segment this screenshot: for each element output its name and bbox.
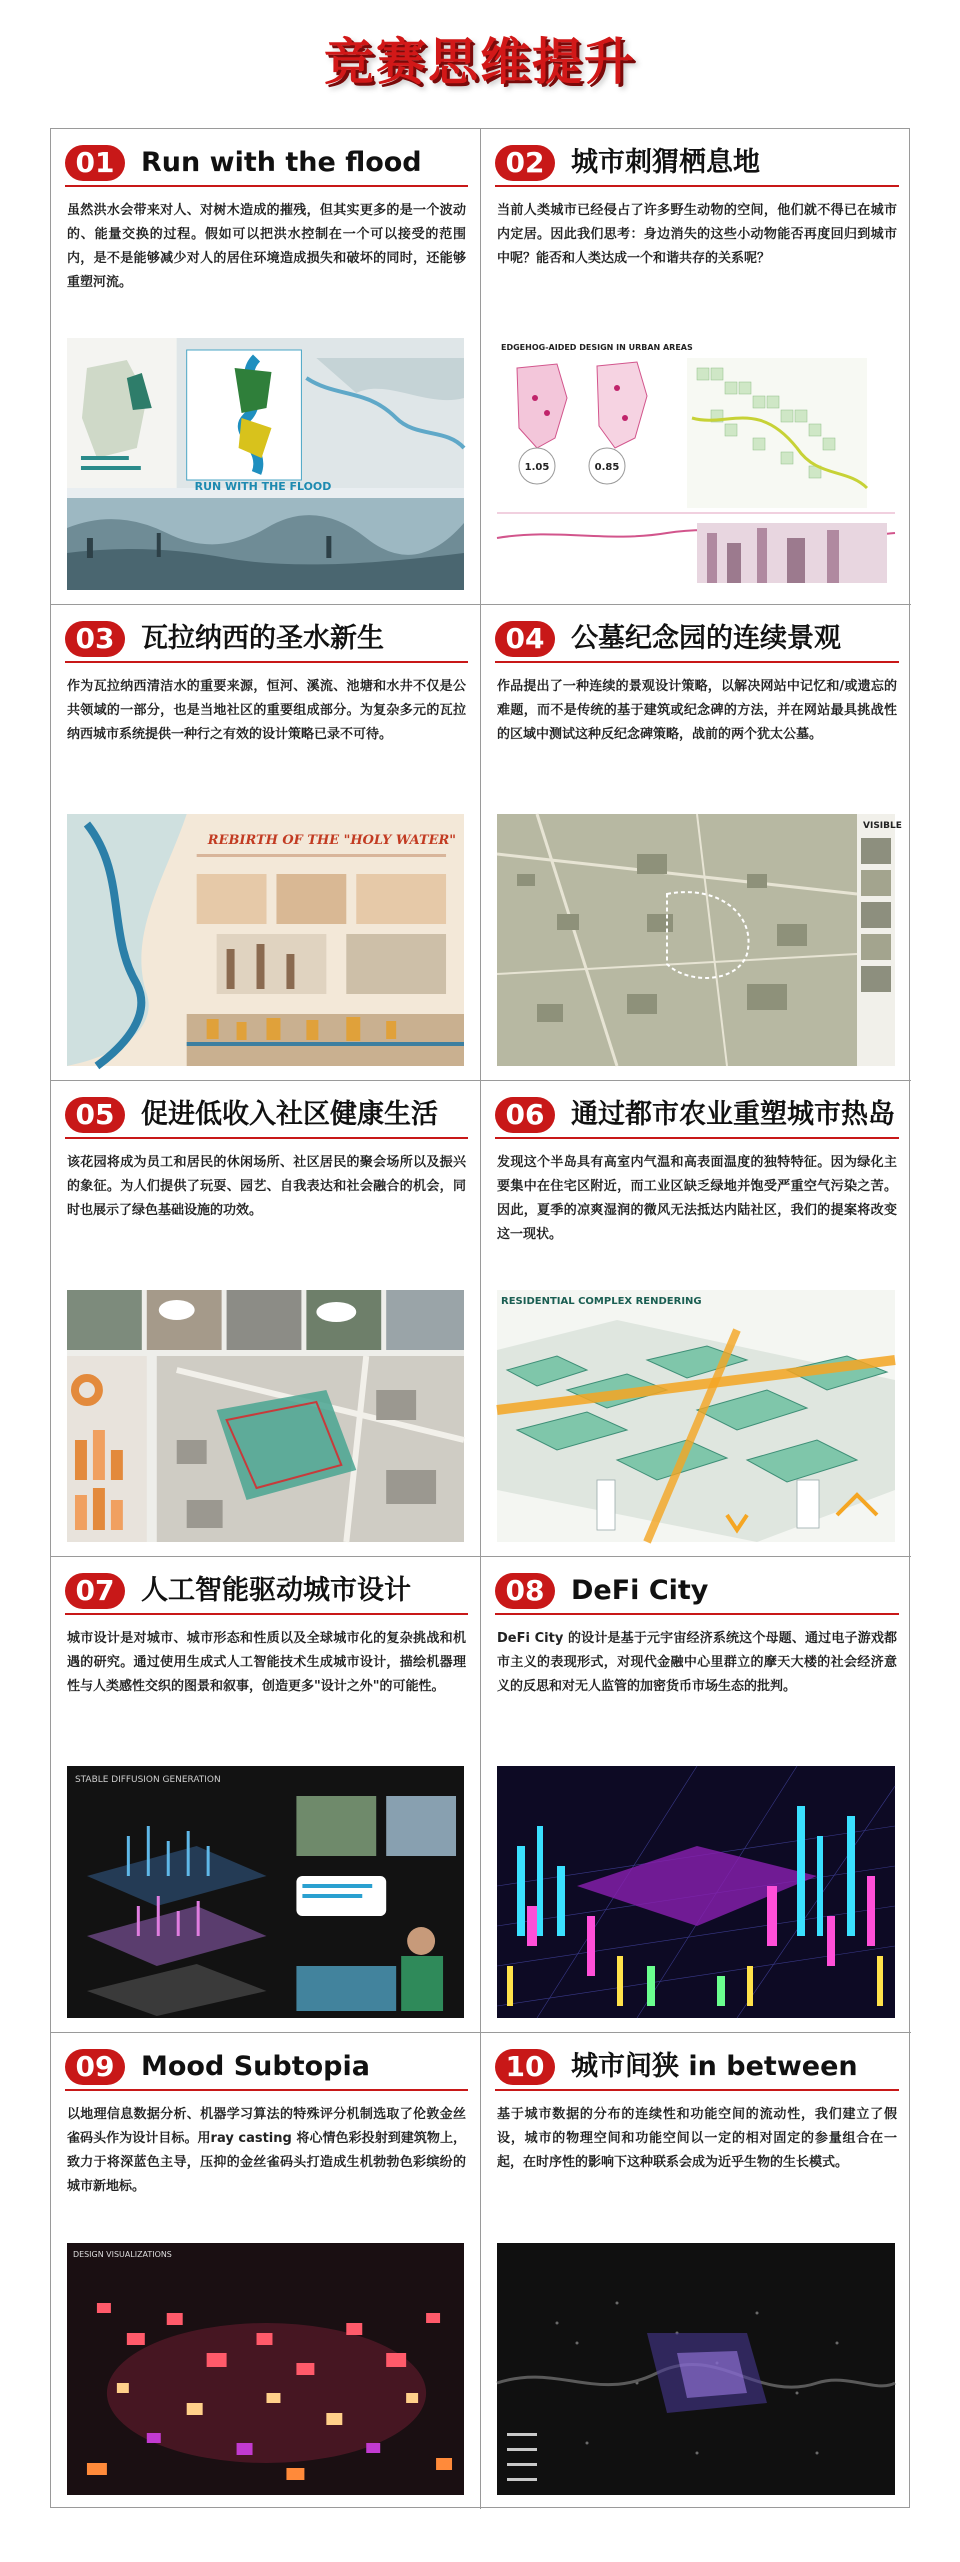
project-card-01 bbox=[51, 129, 481, 605]
project-image bbox=[497, 338, 895, 590]
project-card-05 bbox=[51, 1081, 481, 1557]
card-title: 通过都市农业重塑城市热岛 bbox=[571, 1099, 895, 1130]
card-description: 以地理信息数据分析、机器学习算法的特殊评分机制选取了伦敦金丝雀码头作为设计目标。用ray casting 将心情色彩投射到建筑物上，致力于将深蓝色主导，压抑的金丝雀码头打造成生机勃勃色彩缤纷的城市新地标。 bbox=[67, 2107, 466, 2194]
card-description: 当前人类城市已经侵占了许多野生动物的空间，他们就不得已在城市内定居。因此我们思考：身边消失的这些小动物能否再度回归到城市中呢？能否和人类达成一个和谐共存的关系呢？ bbox=[497, 203, 897, 266]
card-description: 基于城市数据的分布的连续性和功能空间的流动性，我们建立了假设，城市的物理空间和功能空间以一定的相对固定的参量组合在一起，在时序性的影响下这种联系会成为近乎生物的生长模式。 bbox=[497, 2107, 897, 2170]
card-description: 作品提出了一种连续的景观设计策略，以解决网站中记忆和/或遗忘的难题，而不是传统的基于建筑或纪念碑的方法，并在网站最具挑战性的区域中测试这种反纪念碑策略，战前的两个犹太公墓。 bbox=[497, 679, 897, 742]
number-badge: 05 bbox=[65, 1097, 125, 1133]
number-badge: 10 bbox=[495, 2049, 555, 2085]
card-header bbox=[65, 1095, 468, 1139]
image-caption: EDGEHOG-AIDED DESIGN IN URBAN AREAS bbox=[501, 343, 693, 352]
project-card-02 bbox=[481, 129, 911, 605]
project-card-09 bbox=[51, 2033, 481, 2509]
image-caption: RUN WITH THE FLOOD bbox=[194, 479, 332, 494]
card-header bbox=[495, 619, 899, 663]
number-badge: 07 bbox=[65, 1573, 125, 1609]
card-header bbox=[65, 2047, 468, 2091]
project-image bbox=[497, 814, 902, 1066]
card-description: 城市设计是对城市、城市形态和性质以及全球城市化的复杂挑战和机遇的研究。通过使用生成式人工智能技术生成城市设计，描绘机器理性与人类感性交织的图景和叙事，创造更多"设计之外"的可能性。 bbox=[67, 1631, 466, 1694]
value-label: 1.05 bbox=[524, 462, 550, 473]
number-badge: 02 bbox=[495, 145, 555, 181]
card-header bbox=[495, 1095, 899, 1139]
card-description: 虽然洪水会带来对人、对树木造成的摧残，但其实更多的是一个波动的、能量交换的过程。假如可以把洪水控制在一个可以接受的范围内，是不是能够减少对人的居住环境造成损失和破坏的同时，还能够重塑河流。 bbox=[67, 203, 466, 290]
project-image bbox=[497, 2243, 895, 2495]
card-description: 该花园将成为员工和居民的休闲场所、社区居民的聚会场所以及振兴的象征。为人们提供了玩耍、园艺、自我表达和社会融合的机会，同时也展示了绿色基础设施的功效。 bbox=[67, 1155, 466, 1218]
project-grid bbox=[50, 128, 910, 2508]
image-caption: DESIGN VISUALIZATIONS bbox=[72, 2249, 172, 2260]
card-title: 人工智能驱动城市设计 bbox=[141, 1575, 411, 1606]
project-card-07 bbox=[51, 1557, 481, 2033]
number-badge: 04 bbox=[495, 621, 555, 657]
number-badge: 03 bbox=[65, 621, 125, 657]
card-title: 城市间狭 in between bbox=[571, 2051, 858, 2082]
card-header bbox=[495, 143, 899, 187]
card-header bbox=[65, 619, 468, 663]
card-description: 发现这个半岛具有高室内气温和高表面温度的独特特征。因为绿化主要集中在住宅区附近，而工业区缺乏绿地并饱受严重空气污染之苦。因此，夏季的凉爽湿润的微风无法抵达内陆社区，我们的提案将改变这一现状。 bbox=[497, 1155, 897, 1242]
number-badge: 08 bbox=[495, 1573, 555, 1609]
image-caption: VISIBLE bbox=[863, 821, 902, 831]
project-card-10 bbox=[481, 2033, 911, 2509]
project-image bbox=[67, 1766, 464, 2018]
number-badge: 09 bbox=[65, 2049, 125, 2085]
card-title: 瓦拉纳西的圣水新生 bbox=[141, 623, 384, 654]
project-card-03 bbox=[51, 605, 481, 1081]
project-card-08 bbox=[481, 1557, 911, 2033]
project-image bbox=[497, 1290, 895, 1542]
image-caption: REBIRTH OF THE "HOLY WATER" bbox=[207, 832, 457, 849]
card-title: 公墓纪念园的连续景观 bbox=[571, 623, 841, 654]
card-header bbox=[495, 1571, 899, 1615]
project-card-04 bbox=[481, 605, 911, 1081]
number-badge: 01 bbox=[65, 145, 125, 181]
card-title: Mood Subtopia bbox=[141, 2051, 370, 2082]
card-title: 促进低收入社区健康生活 bbox=[141, 1099, 438, 1130]
value-label: 0.85 bbox=[594, 462, 620, 473]
card-header bbox=[495, 2047, 899, 2091]
number-badge: 06 bbox=[495, 1097, 555, 1133]
project-image bbox=[67, 1290, 464, 1542]
card-description: DeFi City 的设计是基于元宇宙经济系统这个母题、通过电子游戏都市主义的表现形式，对现代金融中心里群立的摩天大楼的社会经济意义的反思和对无人监管的加密货币市场生态的批判。 bbox=[497, 1631, 897, 1694]
card-title: DeFi City bbox=[571, 1575, 709, 1606]
card-header bbox=[65, 143, 468, 187]
project-image bbox=[67, 814, 464, 1066]
project-image bbox=[67, 2243, 464, 2495]
project-card-06 bbox=[481, 1081, 911, 1557]
project-image bbox=[497, 1766, 895, 2018]
card-description: 作为瓦拉纳西清洁水的重要来源，恒河、溪流、池塘和水井不仅是公共领域的一部分，也是当地社区的重要组成部分。为复杂多元的瓦拉纳西城市系统提供一种行之有效的设计策略已录不可待。 bbox=[67, 679, 466, 742]
image-caption: RESIDENTIAL COMPLEX RENDERING bbox=[501, 1296, 702, 1307]
card-title: Run with the flood bbox=[141, 147, 422, 178]
page-title: 竞赛思维提升 bbox=[324, 33, 636, 91]
image-caption: STABLE DIFFUSION GENERATION bbox=[74, 1774, 221, 1786]
card-header bbox=[65, 1571, 468, 1615]
card-title: 城市刺猬栖息地 bbox=[571, 147, 760, 178]
project-image bbox=[67, 338, 464, 590]
